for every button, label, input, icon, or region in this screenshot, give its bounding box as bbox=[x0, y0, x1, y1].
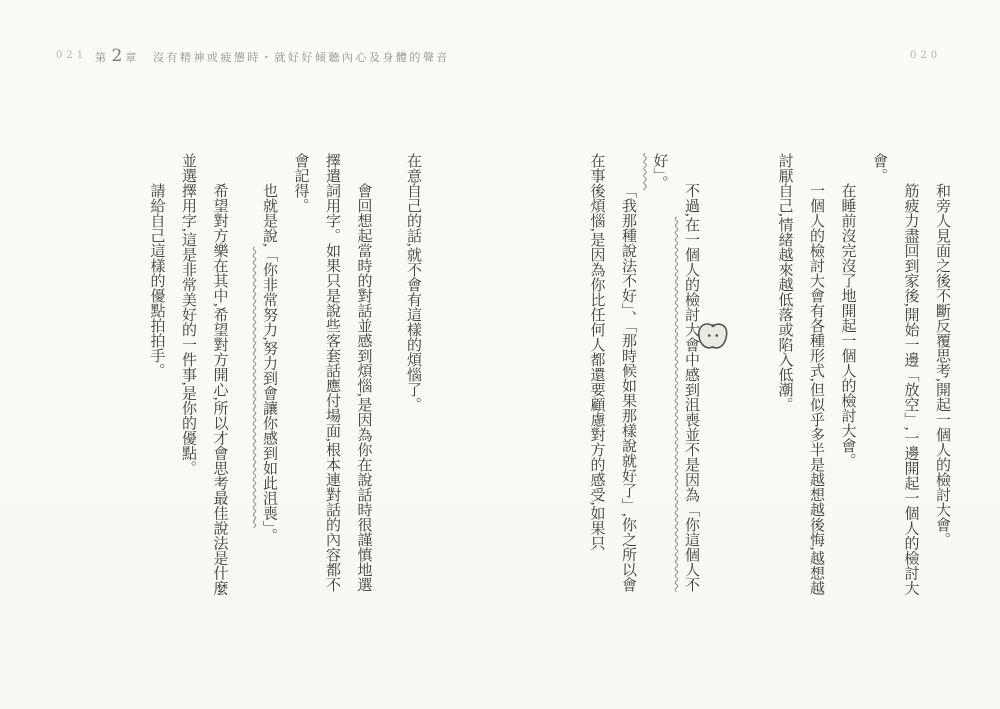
paragraph bbox=[768, 153, 831, 605]
body-text: 。 bbox=[261, 528, 277, 543]
paragraph bbox=[926, 153, 958, 605]
body-text: 請給自己這樣的優點拍拍手。 bbox=[148, 183, 165, 378]
chapter-prefix: 第 bbox=[95, 52, 109, 64]
running-head bbox=[95, 46, 450, 66]
page-right-text bbox=[545, 153, 957, 605]
page-left-text bbox=[140, 153, 428, 605]
page-number-right: 020 bbox=[910, 50, 942, 61]
body-text: 會回想起當時的對話並感到煩惱,是因為你在說話時很謹慎地選擇遣詞用字。如果只是說些客套話應付場面,根本連對話的內容都不會記得。 bbox=[292, 153, 372, 592]
apple-face-icon bbox=[696, 321, 730, 353]
paragraph bbox=[863, 153, 926, 605]
body-text: 希望對方樂在其中,希望對方開心,所以才會思考最佳說法是什麼並選擇用字,這是非常美好的一件事,是你的優點。 bbox=[180, 153, 228, 596]
paragraph bbox=[397, 153, 429, 605]
paragraph bbox=[172, 153, 235, 605]
chapter-title: 沒有精神或疲憊時・就好好傾聽內心及身體的聲音 bbox=[152, 52, 450, 64]
paragraph bbox=[284, 153, 379, 605]
body-text: 在睡前沒完沒了地開起一個人的檢討大會。 bbox=[839, 183, 856, 468]
paragraph bbox=[580, 153, 643, 605]
paragraph bbox=[140, 153, 172, 605]
body-text: 一個人的檢討大會有各種形式,但似乎多半是越想越後悔,越想越討厭自己,情緒越來越低落或陷入低潮。 bbox=[776, 153, 824, 596]
body-text: 也就是說, bbox=[261, 183, 277, 247]
paragraph bbox=[253, 153, 285, 605]
body-text: 筋疲力盡回到家後,開始一邊「放空」,一邊開起一個人的檢討大會。 bbox=[871, 153, 919, 596]
body-text: 「我那種說法不好」、「那時候如果那樣說就好了」,你之所以會在事後煩惱,是因為你比任何人都還要顧慮對方的感受,如果只 bbox=[588, 153, 636, 592]
emphasized-text: 「你非常努力,努力到會讓你感到如此沮喪」 bbox=[261, 246, 277, 528]
emphasized-text: 在一個人的檢討大會中感到沮喪並不是因為「你這個人不好」。 bbox=[651, 153, 699, 592]
paragraph bbox=[643, 153, 706, 605]
body-text: 在意自己的話,就不會有這樣的煩惱了。 bbox=[405, 153, 421, 412]
chapter-number: 2 bbox=[111, 46, 123, 66]
page-number-left: 021 bbox=[56, 50, 88, 61]
body-text: 和旁人見面之後不斷反覆思考,開起一個人的檢討大會。 bbox=[934, 183, 950, 547]
chapter-suffix: 章 bbox=[125, 52, 139, 64]
body-text: 不過, bbox=[683, 183, 699, 217]
paragraph bbox=[831, 153, 863, 605]
